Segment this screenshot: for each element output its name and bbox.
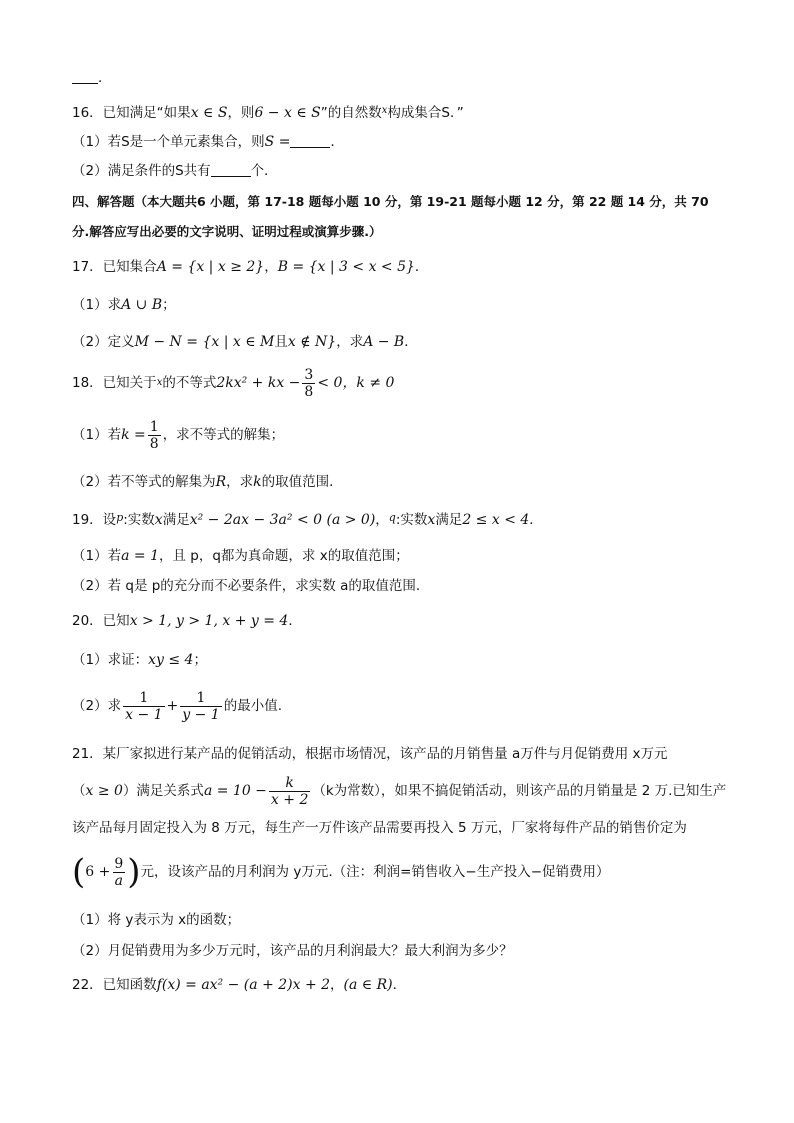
q21-part2: （2）月促销费用为多少万元时，该产品的月利润最大？最大利润为多少？ [72,943,513,959]
fraction: $\frac{k}{x + 2}$ [270,774,309,808]
q17-part2: （2）定义M − N = {x | x ∈ M且x ∉ N}，求A − B． [72,334,418,350]
fraction: $\frac{1}{y - 1}$ [182,689,220,723]
q18-part1: （1）若 k = $\frac{1}{8}$ ，求不等式的解集； [72,418,285,452]
q17-stem: 17．已知集合A = {x | x ≥ 2}，B = {x | 3 < x < 5}． [72,259,429,275]
q20-stem: 20．已知x > 1, y > 1, x + y = 4． [72,613,302,629]
section-4-header: 四、解答题（本大题共6 小题，第 17-18 题每小题 10 分，第 19-21 题每小题 12 分，第 22 题 14 分，共 70 [72,194,709,209]
section-4-header-cont: 分.解答应写出必要的文字说明、证明过程或演算步骤.） [72,224,382,239]
q18-part2: （2）若不等式的解集为R，求k的取值范围． [72,474,343,490]
q16-part2: （2）满足条件的S共有 个． [72,163,278,179]
q21-part1: （1）将 y表示为 x的函数； [72,912,241,928]
answer-blank [72,69,98,84]
q22-stem: 22．已知函数f(x) = ax² − (a + 2)x + 2，(a ∈ R)． [72,977,407,993]
q21-stem-line4: ( 6 + $\frac{9}{a}$ ) 元，设该产品的月利润为 y万元.（注：利润=销售收入−生产投入−促销费用） [72,852,610,892]
fraction: $\frac{3}{8}$ [304,366,314,400]
fraction: $\frac{9}{a}$ [114,855,124,889]
q20-part1: （1）求证：xy ≤ 4； [72,652,207,668]
q19-part2: （2）若 q是 p的充分而不必要条件，求实数 a的取值范围． [72,578,430,594]
q16-part1: （1）若S是一个单元素集合，则S = ． [72,134,344,150]
q19-stem: 19．设$^p$:实数x满足x² − 2ax − 3a² < 0 (a > 0)，$^q$:实数x满足2 ≤ x < 4． [72,511,543,528]
q20-part2: （2）求 $\frac{1}{x - 1}$ + $\frac{1}{y - 1}$ 的最小值. [72,689,283,723]
q19-part1: （1）若a = 1，且 p，q都为真命题，求 x的取值范围； [72,548,409,564]
q21-stem-line2: （ x ≥ 0 ）满足关系式 a = 10 − $\frac{k}{x + 2}$ （k为常数），如果不搞促销活动，则该产品的月销量是 2 万.已知生产 [72,774,727,808]
q21-stem-line3: 该产品每月固定投入为 8 万元，每生产一万件该产品需要再投入 5 万元，厂家将每件产品的销售价定为 [72,820,687,836]
q16-stem: 16．已知满足“如果x ∈ S，则6 − x ∈ S”的自然数$^x$构成集合S．” [72,105,464,121]
answer-blank [211,162,251,177]
q18-stem: 18．已知关于 x 的不等式 2kx² + kx − $\frac{3}{8}$ < 0 ，k ≠ 0 [72,366,395,400]
fraction: $\frac{1}{8}$ [149,418,159,452]
q17-part1: （1）求A ∪ B； [72,297,176,313]
fraction: $\frac{1}{x - 1}$ [125,689,163,723]
q21-stem-line1: 21．某厂家拟进行某产品的促销活动，根据市场情况，该产品的月销售量 a万件与月促销费用 x万元 [72,746,668,762]
answer-blank [290,133,330,148]
top-fragment: ． [72,68,734,88]
